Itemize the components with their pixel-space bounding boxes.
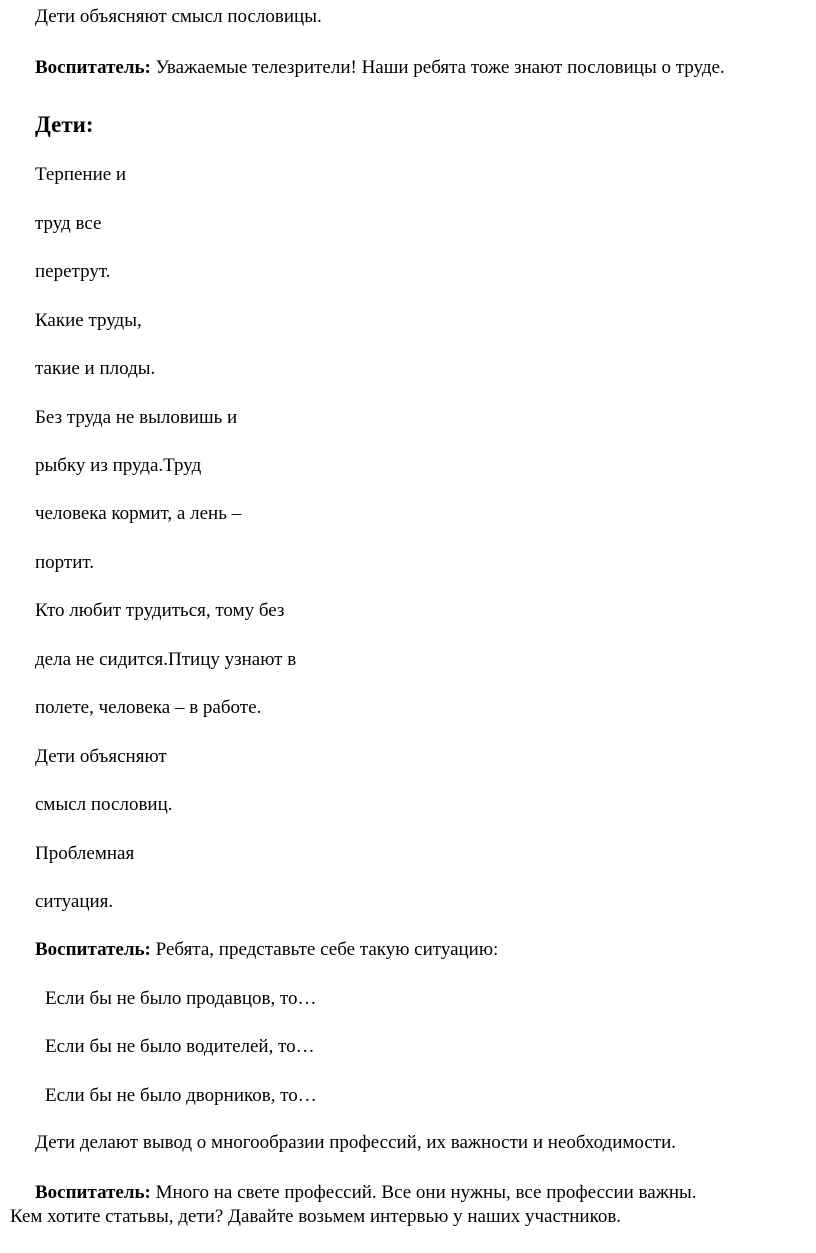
final-line: Кем хотите статьвы, дети? Давайте возьмем интервью у наших участников. [10,1206,622,1227]
teacher-label: Воспитатель: [35,939,151,960]
conclusion-line: Дети делают вывод о многообразии профессий, их важности и необходимости. [35,1132,677,1153]
teacher-text-3: Много на свете профессий. Все они нужны, все профессии важны. [155,1182,697,1203]
proverb-line: дела не сидится.Птицу узнают в [35,649,297,670]
proverb-line: рыбку из пруда.Труд [35,455,202,476]
proverb-line: портит. [35,552,95,573]
proverb-line: смысл пословиц. [35,794,173,815]
proverb-line: Терпение и [35,164,127,185]
proverb-line: Без труда не выловишь и [35,407,238,428]
teacher-paragraph-3 [35,1183,697,1202]
proverb-line: человека кормит, а лень – [35,503,242,524]
situation-line: Если бы не было дворников, то… [45,1085,317,1106]
proverb-line: полете, человека – в работе. [35,697,262,718]
proverb-line: Какие труды, [35,310,142,331]
intro-line: Дети объясняют смысл пословицы. [35,6,322,27]
proverb-line: Кто любит трудиться, тому без [35,600,285,621]
children-heading: Дети: [35,112,94,137]
teacher-label: Воспитатель: [35,57,151,78]
teacher-label: Воспитатель: [35,1182,151,1203]
teacher-paragraph-1 [35,58,725,77]
situation-line: Если бы не было водителей, то… [45,1036,315,1057]
proverb-line: Дети объясняют [35,746,167,767]
proverb-line: перетрут. [35,261,111,282]
proverb-line: ситуация. [35,891,114,912]
proverb-line: Проблемная [35,843,135,864]
proverb-line: такие и плоды. [35,358,156,379]
teacher-text-1: Уважаемые телезрители! Наши ребята тоже знают пословицы о труде. [155,57,725,78]
teacher-text-2: Ребята, представьте себе такую ситуацию: [155,939,499,960]
teacher-paragraph-2 [35,940,498,959]
proverb-line: труд все [35,213,102,234]
situation-line: Если бы не было продавцов, то… [45,988,317,1009]
